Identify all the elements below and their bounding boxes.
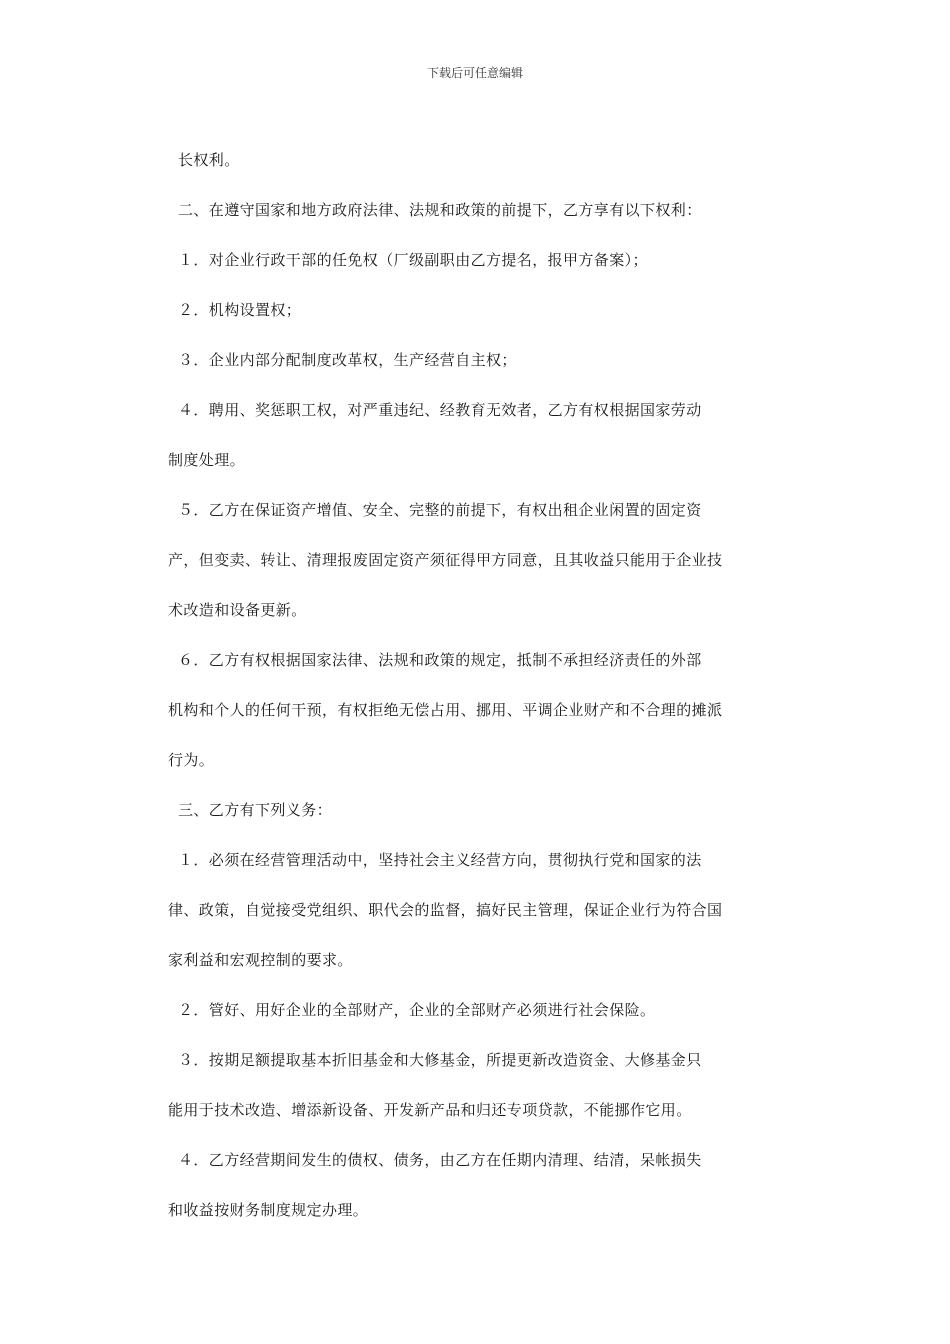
text-line: 家利益和宏观控制的要求。 <box>168 951 353 969</box>
text-line: 律、政策，自觉接受党组织、职代会的监督，搞好民主管理，保证企业行为符合国 <box>168 901 723 919</box>
text-line: 和收益按财务制度规定办理。 <box>168 1201 369 1219</box>
text-line: ６．乙方有权根据国家法律、法规和政策的规定，抵制不承担经济责任的外部 <box>178 651 702 669</box>
text-line: 二、在遵守国家和地方政府法律、法规和政策的前提下，乙方享有以下权利： <box>178 201 702 219</box>
text-line: １．必须在经营管理活动中，坚持社会主义经营方向，贯彻执行党和国家的法 <box>178 851 702 869</box>
text-line: 制度处理。 <box>168 451 246 469</box>
text-line: ４．乙方经营期间发生的债权、债务，由乙方在任期内清理、结清，呆帐损失 <box>178 1151 702 1169</box>
text-line: １．对企业行政干部的任免权（厂级副职由乙方提名，报甲方备案）； <box>178 251 648 269</box>
text-line: 术改造和设备更新。 <box>168 601 307 619</box>
text-line: ４．聘用、奖惩职工权，对严重违纪、经教育无效者，乙方有权根据国家劳动 <box>178 401 702 419</box>
text-line: ２．机构设置权； <box>178 301 302 319</box>
page-header: 下载后可任意编辑 <box>426 66 523 80</box>
text-line: ２．管好、用好企业的全部财产，企业的全部财产必须进行社会保险。 <box>178 1001 656 1019</box>
text-line: ５．乙方在保证资产增值、安全、完整的前提下，有权出租企业闲置的固定资 <box>178 501 702 519</box>
text-line: 产，但变卖、转让、清理报废固定资产须征得甲方同意，且其收益只能用于企业技 <box>168 551 723 569</box>
text-line: ３．按期足额提取基本折旧基金和大修基金，所提更新改造资金、大修基金只 <box>178 1051 702 1069</box>
text-line: 行为。 <box>168 751 215 769</box>
text-line: 能用于技术改造、增添新设备、开发新产品和归还专项贷款，不能挪作它用。 <box>168 1101 692 1119</box>
text-line: 长权利。 <box>178 151 240 169</box>
text-line: 机构和个人的任何干预，有权拒绝无偿占用、挪用、平调企业财产和不合理的摊派 <box>168 701 723 719</box>
text-line: 三、乙方有下列义务： <box>178 801 333 819</box>
text-line: ３．企业内部分配制度改革权，生产经营自主权； <box>178 351 517 369</box>
